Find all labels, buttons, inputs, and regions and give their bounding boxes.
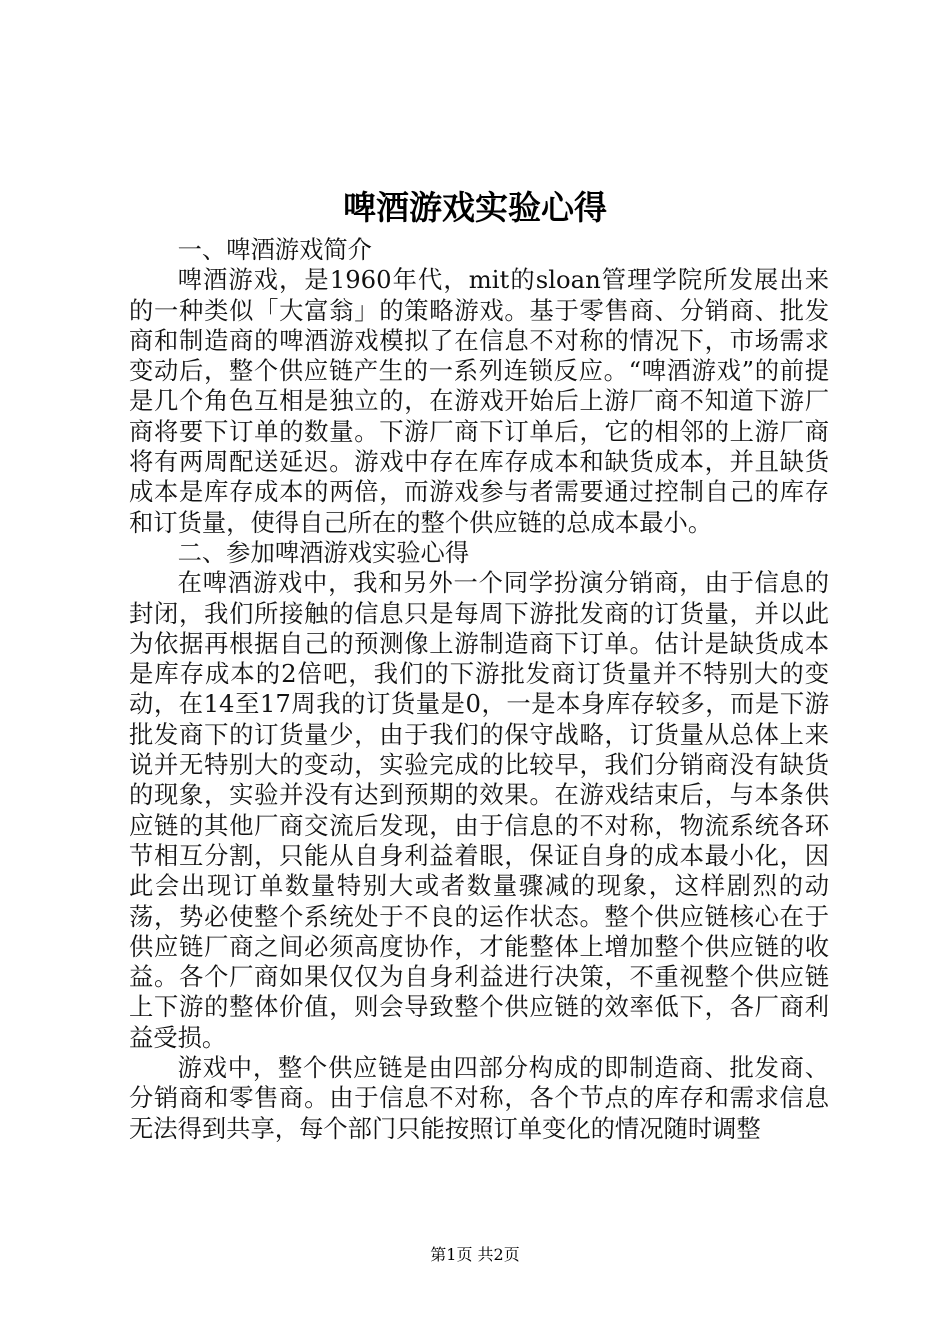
section-heading-experience: 二、参加啤酒游戏实验心得 xyxy=(177,537,470,567)
paragraph-experience-1: 在啤酒游戏中，我和另外一个同学扮演分销商，由于信息的封闭，我们所接触的信息只是每周下游批发商的订货量，并以此为依据再根据自己的预测像上游制造商下订单。估计是缺货成本是库存成本的2倍吧，我们的下游批发商订货量并不特别大的变动，在14至17周我的订货量是0，一是本身库存较多，而是下游批发商下的订货量少，由于我们的保守战略，订货量从总体上来说并无特别大的变动，实验完成的比较早，我们分销商没有缺货的现象，实验并没有达到预期的效果。在游戏结束后，与本条供应链的其他厂商交流后发现，由于信息的不对称，物流系统各环节相互分割，只能从自身利益着眼，保证自身的成本最小化，因此会出现订单数量特别大或者数量骤减的现象，这样剧烈的动荡，势必使整个系统处于不良的运作状态。整个供应链核心在于供应链厂商之间必须高度协作，才能整体上增加整个供应链的收益。各个厂商如果仅仅为自身利益进行决策，不重视整个供应链上下游的整体价值，则会导致整个供应链的效率低下，各厂商利益受损。 xyxy=(129,568,829,1052)
paragraph-experience-2: 游戏中，整个供应链是由四部分构成的即制造商、批发商、分销商和零售商。由于信息不对称，各个节点的库存和需求信息无法得到共享，每个部门只能按照订单变化的情况随时调整 xyxy=(129,1053,829,1143)
document-title: 啤酒游戏实验心得 xyxy=(343,188,607,227)
page-footer: 第1页 共2页 xyxy=(430,1245,520,1264)
document-body xyxy=(129,235,829,1144)
section-heading-intro: 一、啤酒游戏简介 xyxy=(177,235,372,264)
paragraph-intro: 啤酒游戏，是1960年代，mit的sloan管理学院所发展出来的一种类似「大富翁」的策略游戏。基于零售商、分销商、批发商和制造商的啤酒游戏模拟了在信息不对称的情况下，市场需求变动后，整个供应链产生的一系列连锁反应。“啤酒游戏”的前提是几个角色互相是独立的，在游戏开始后上游厂商不知道下游厂商将要下订单的数量。下游厂商下订单后，它的相邻的上游厂商将有两周配送延迟。游戏中存在库存成本和缺货成本，并且缺货成本是库存成本的两倍，而游戏参与者需要通过控制自己的库存和订货量，使得自己所在的整个供应链的总成本最小。 xyxy=(129,265,829,537)
